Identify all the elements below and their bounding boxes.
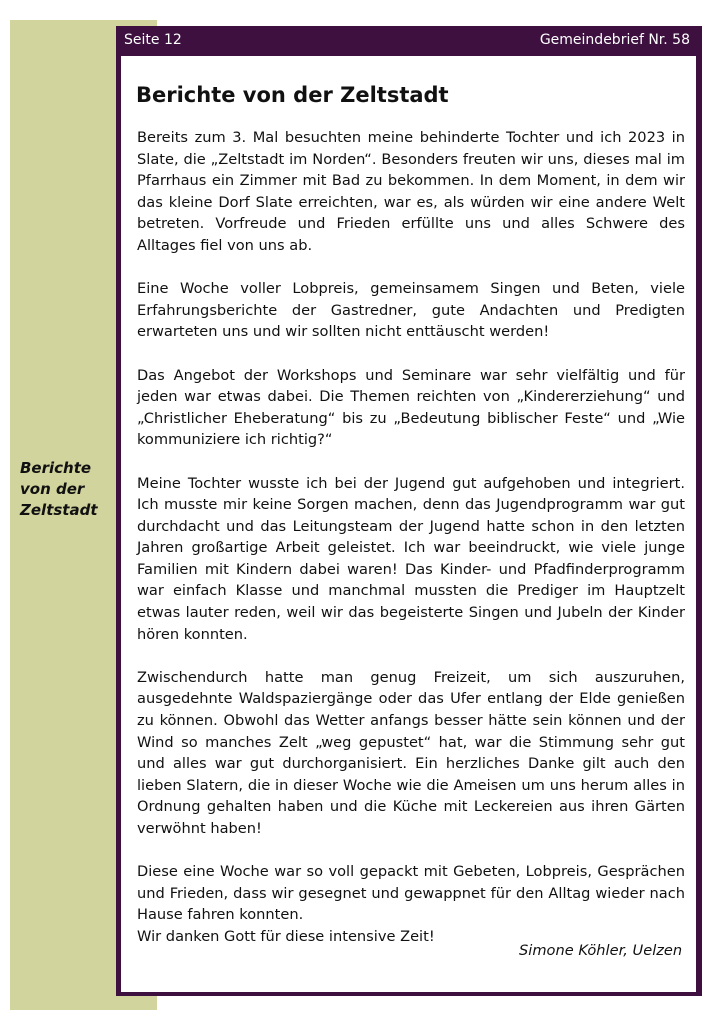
paragraph: Diese eine Woche war so voll gepackt mit Gebeten, Lobpreis, Gesprächen und Frieden, dass wir gesegnet und gewappnet für den Alltag wieder nach Hause fahren konnten. [137,863,685,924]
author-signature: Simone Köhler, Uelzen [519,942,683,959]
paragraph: Eine Woche voller Lobpreis, gemeinsamem Singen und Beten, viele Erfahrungsberichte der Gastredner, gute Andachten und Predigten erwarteten uns und wir sollten nicht enttäuscht werden! [137,280,685,341]
article-title: Berichte von der Zeltstadt [136,83,449,107]
page-number: Seite 12 [124,32,182,48]
article-content [121,56,696,992]
paragraph: Bereits zum 3. Mal besuchten meine behinderte Tochter und ich 2023 in Slate, die „Zeltstadt im Norden“. Besonders freuten wir uns, dieses mal im Pfarrhaus ein Zimmer mit Bad zu bekommen. In dem Moment, in dem wir das kleine Dorf Slate erreichten, war es, als würden wir eine andere Welt betreten. Vorfreude und Frieden erfüllte uns und alles Schwere des Alltages fiel von uns ab. [137,129,685,254]
issue-number: Gemeindebrief Nr. 58 [539,32,690,48]
sidebar-title: Berichte von der Zeltstadt [20,459,98,519]
paragraph: Zwischendurch hatte man genug Freizeit, um sich auszuruhen, ausgedehnte Waldspaziergänge oder das Ufer entlang der Elde genießen zu können. Obwohl das Wetter anfangs besser hätte sein können und der Wind so manches Zelt „weg gepustet“ hat, war die Stimmung sehr gut und alles war gut durchorganisiert. Ein herzliches Danke gilt auch den lieben Slatern, die in dieser Woche wie die Ameisen um uns herum alles in Ordnung gehalten haben und die Küche mit Leckereien aus ihren Gärten verwöhnt haben! [137,668,685,837]
paragraph: Meine Tochter wusste ich bei der Jugend gut aufgehoben und integriert. Ich musste mir keine Sorgen machen, denn das Jugendprogramm war gut durchdacht und das Leitungsteam der Jugend hatte schon in den letzten Jahren großartige Arbeit geleistet. Ich war beeindruckt, wie viele junge Familien mit Kindern dabei waren! Das Kinder- und Pfadfinderprogramm war einfach Klasse und manchmal mussten die Prediger im Hauptzelt etwas lauter reden, weil wir das begeisterte Singen und Jubeln der Kinder hören konnten. [137,474,685,643]
paragraph: Das Angebot der Workshops und Seminare war sehr vielfältig und für jeden war etwas dabei. Die Themen reichten von „Kindererziehung“ und „Christlicher Eheberatung“ bis zu „Bedeutung biblischer Feste“ und „Wie kommuniziere ich richtig?“ [137,366,685,449]
page-header [116,26,702,56]
article-body [137,127,685,948]
paragraph-closing: Wir danken Gott für diese intensive Zeit! [137,927,435,945]
